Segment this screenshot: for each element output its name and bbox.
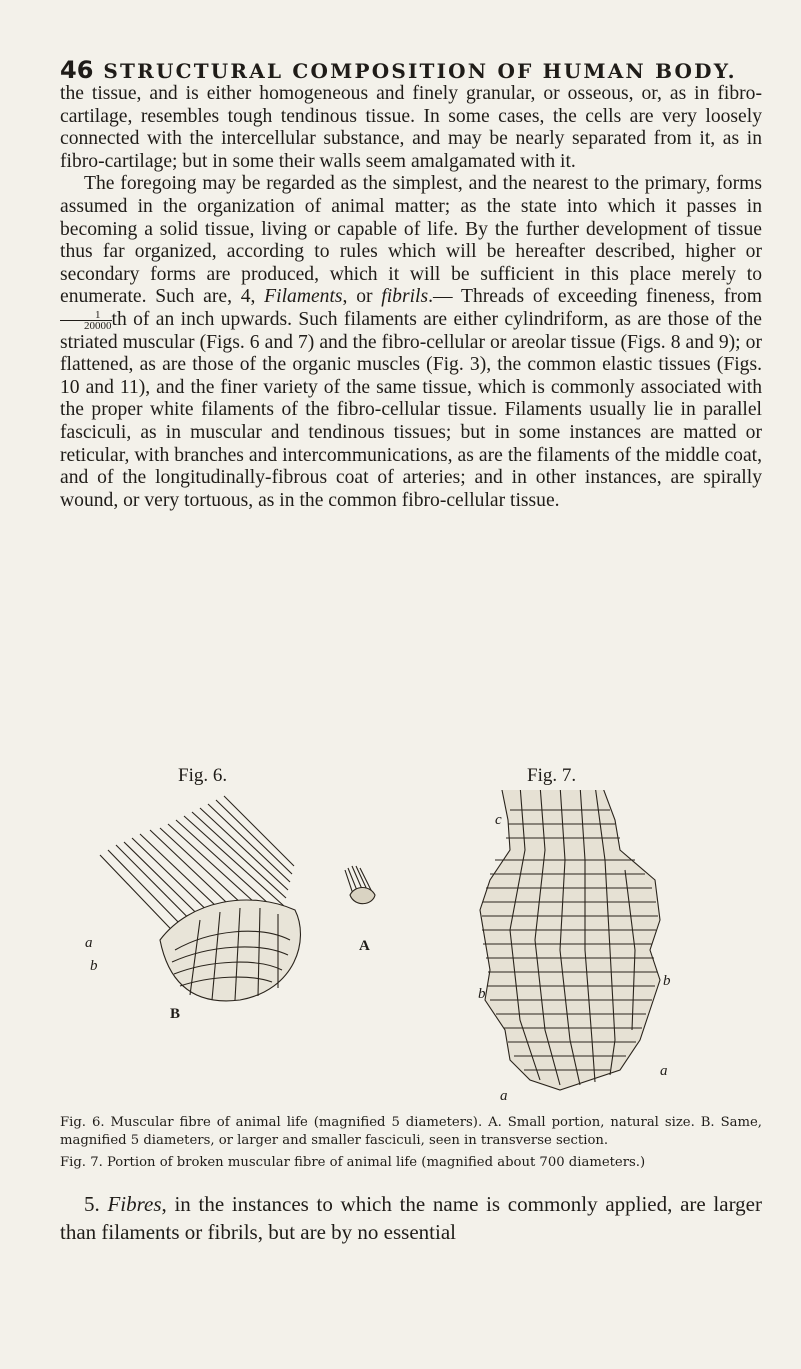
fig6-label-B: B bbox=[170, 1006, 181, 1022]
paragraph-2-rest: th of an inch upwards. Such filaments are either cylindriform, as are those of the striated muscular (Figs. 6 and 7) and the fibro-cellular or areolar tissue (Figs. 8 and 9); or flattened, as are those of the organic muscles (Fig. 3), the common elastic tissues (Figs. 10 and 11), and the finer variety of the same tissue, which is commonly associated with the proper white filaments of the fibro-cellular tissue. Filaments usually lie in parallel fasciculi, as in muscular and tendinous tissues; but in some instances are matted or reticular, with branches and intercommunications, as are the filaments of the middle coat, and of the longitudinally-fibrous coat of arteries; and in other instances, are spirally wound, or very tortuous, as in the common fibro-cellular tissue. bbox=[60, 308, 762, 511]
fig6-label-A: A bbox=[359, 938, 370, 954]
fig7-label-a-bottom: a bbox=[500, 1088, 508, 1104]
fig6-label-b: b bbox=[90, 958, 98, 974]
fig6-small-portion-A bbox=[345, 866, 375, 904]
fig6-fibre-bundle-illustration bbox=[90, 796, 375, 1001]
term-fibres: Fibres bbox=[107, 1192, 162, 1216]
fig6-caption: Fig. 6. Muscular fibre of animal life (magnified 5 diameters). A. Small portion, natural size. B. Same, magnified 5 diameters, or larger and smaller fasciculi, seen in transverse section. bbox=[60, 1115, 762, 1148]
running-title: STRUCTURAL COMPOSITION OF HUMAN BODY. bbox=[103, 59, 737, 83]
fig7-label-a-right: a bbox=[660, 1063, 668, 1079]
closing-text: , in the instances to which the name is commonly applied, are larger than filaments or fibrils, but are by no essential bbox=[60, 1192, 762, 1244]
figure-illustrations bbox=[80, 790, 740, 1110]
fraction-denominator: 20000 bbox=[84, 319, 112, 332]
fig7-caption: Fig. 7. Portion of broken muscular fibre of animal life (magnified about 700 diameters.) bbox=[60, 1155, 646, 1170]
fraction bbox=[60, 310, 112, 331]
page-number: 46 bbox=[60, 56, 94, 84]
fig7-broken-fibre-illustration bbox=[480, 790, 660, 1090]
fig7-title: Fig. 7. bbox=[527, 765, 577, 786]
body-text bbox=[60, 83, 762, 512]
paragraph-2 bbox=[60, 173, 762, 512]
paragraph-2-intro: The foregoing may be regarded as the simplest, and the nearest to the primary, forms assumed in the organization of animal matter; as the state into which it passes in becoming a solid tissue, living or capable of life. By the further development of tissue thus far organized, according to rules which will be hereafter described, higher or secondary forms are produced, which it will be sufficient in this place merely to enumerate. Such are, 4, bbox=[60, 173, 762, 308]
fig6-label-a: a bbox=[85, 935, 93, 951]
fig7-label-b-left: b bbox=[478, 986, 486, 1002]
term-filaments: Filaments bbox=[264, 286, 343, 308]
closing-paragraph bbox=[60, 1190, 762, 1246]
paragraph-2-or: , or bbox=[342, 286, 382, 308]
fraction-numerator: 1 bbox=[60, 310, 112, 321]
fig6-title: Fig. 6. bbox=[178, 765, 228, 786]
term-fibrils: fibrils bbox=[381, 286, 429, 308]
fig7-label-b-right: b bbox=[663, 973, 671, 989]
paragraph-1: the tissue, and is either homogeneous and finely granular, or osseous, or, as in fibro-cartilage, resembles tough tendinous tissue. In some cases, the cells are very loosely connected with the intercellular substance, and may be nearly separated from it, as in fibro-cartilage; but in some their walls seem amalgamated with it. bbox=[60, 83, 762, 172]
running-header bbox=[60, 56, 760, 84]
paragraph-2-mid: .— Threads of exceeding fineness, from bbox=[428, 286, 762, 308]
fig7-label-c: c bbox=[495, 812, 502, 828]
figure-captions bbox=[60, 1114, 762, 1176]
closing-number: 5. bbox=[84, 1192, 108, 1216]
fig6-cross-section bbox=[160, 900, 300, 1001]
